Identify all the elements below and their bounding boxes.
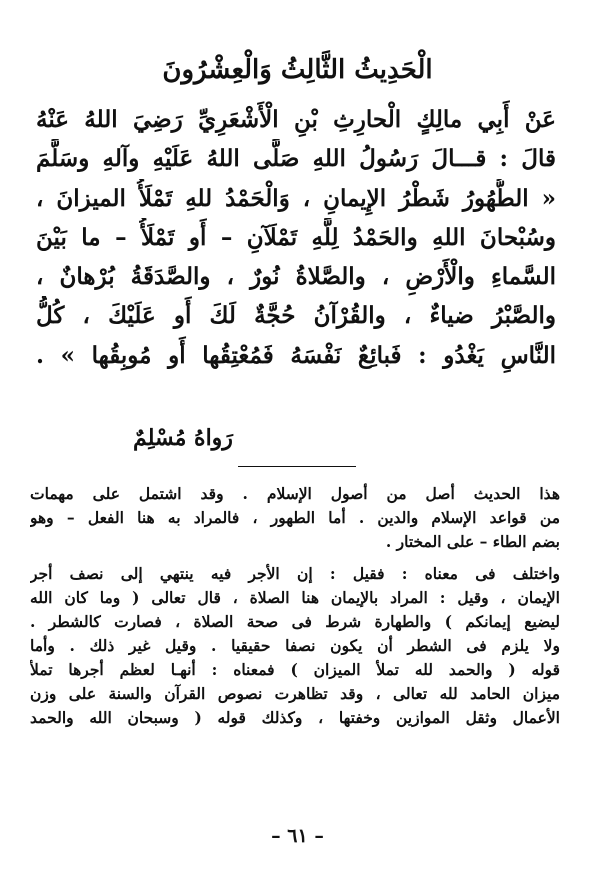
commentary-line: الأعمال وثقل الموازين وخفتها ، وكذلك قوله ( وسبحان الله والحمد <box>30 708 560 727</box>
section-divider <box>238 466 356 467</box>
commentary-line: ميزان الحامد لله تعالى ، وقد تظاهرت نصوص القرآن والسنة على وزن <box>30 684 560 703</box>
commentary-line: ليضيع إيمانكم ) والطهارة شرط فى صحة الصلاة ، فصارت كالشطر . <box>30 612 560 631</box>
commentary-line: واختلف فى معناه : فقيل : إن الأجر فيه ينتهي إلى نصف أجر <box>30 564 560 583</box>
commentary-text <box>30 482 560 730</box>
commentary-line: من قواعد الإسلام والدين . أما الطهور ، فالمراد به هنا الفعل – وهو <box>30 508 560 527</box>
commentary-line: الإيمان ، وقيل : المراد بالإيمان هنا الصلاة ، قال تعالى ( وما كان الله <box>30 588 560 607</box>
hadith-line: « الطُّهُورُ شَطْرُ الإِيمانِ ، وَالْحَمْدُ للهِ تَمْلَأُ الميزانَ ، <box>36 184 556 212</box>
hadith-line: وسُبْحانَ اللهِ والحَمْدُ لِلَّهِ تَمْلَآنِ – أَو تَمْلَأُ – ما بَيْنَ <box>36 223 556 251</box>
commentary-line: ولا يلزم فى الشطر أن يكون نصفا حقيقيا . وقيل غير ذلك . وأما <box>30 636 560 655</box>
page-number: – ٦١ – <box>271 825 324 847</box>
hadith-line: قالَ : قـــالَ رَسُولُ اللهِ صَلَّى اللهُ عَلَيْهِ وآلهِ وسَلَّمَ <box>36 145 556 173</box>
narrator-attribution: رَواهُ مُسْلِمٌ <box>133 425 233 451</box>
hadith-line: عَنْ أَبِي مالِكٍ الْحارِثِ بْنِ الْأَشْعَرِيِّ رَضِيَ اللهُ عَنْهُ <box>36 106 556 133</box>
commentary-line: هذا الحديث أصل من أصول الإسلام . وقد اشتمل على مهمات <box>30 484 560 503</box>
hadith-text <box>36 100 556 375</box>
hadith-line: النَّاسِ يَغْدُو : فَبائِعٌ نَفْسَهُ فَمُعْتِقُها أَو مُوبِقُها » . <box>36 341 556 369</box>
commentary-line: بضم الطاء – على المختار . <box>385 532 560 551</box>
hadith-title: الْحَدِيثُ الثَّالِثُ وَالْعِشْرُونَ <box>162 55 433 85</box>
hadith-line: السَّماءِ والْأَرْضِ ، والصَّلاةُ نُورٌ ، والصَّدَقَةُ بُرْهانٌ ، <box>36 263 556 291</box>
commentary-line: قوله ( والحمد لله تملأ الميزان ) فمعناه : أنهـا لعظم أجرها تملأ <box>30 660 560 679</box>
hadith-line: والصَّبْرُ ضياءٌ ، والقُرْآنُ حُجَّةٌ لَكَ أَو عَلَيْكَ ، كُلُّ <box>36 302 556 330</box>
